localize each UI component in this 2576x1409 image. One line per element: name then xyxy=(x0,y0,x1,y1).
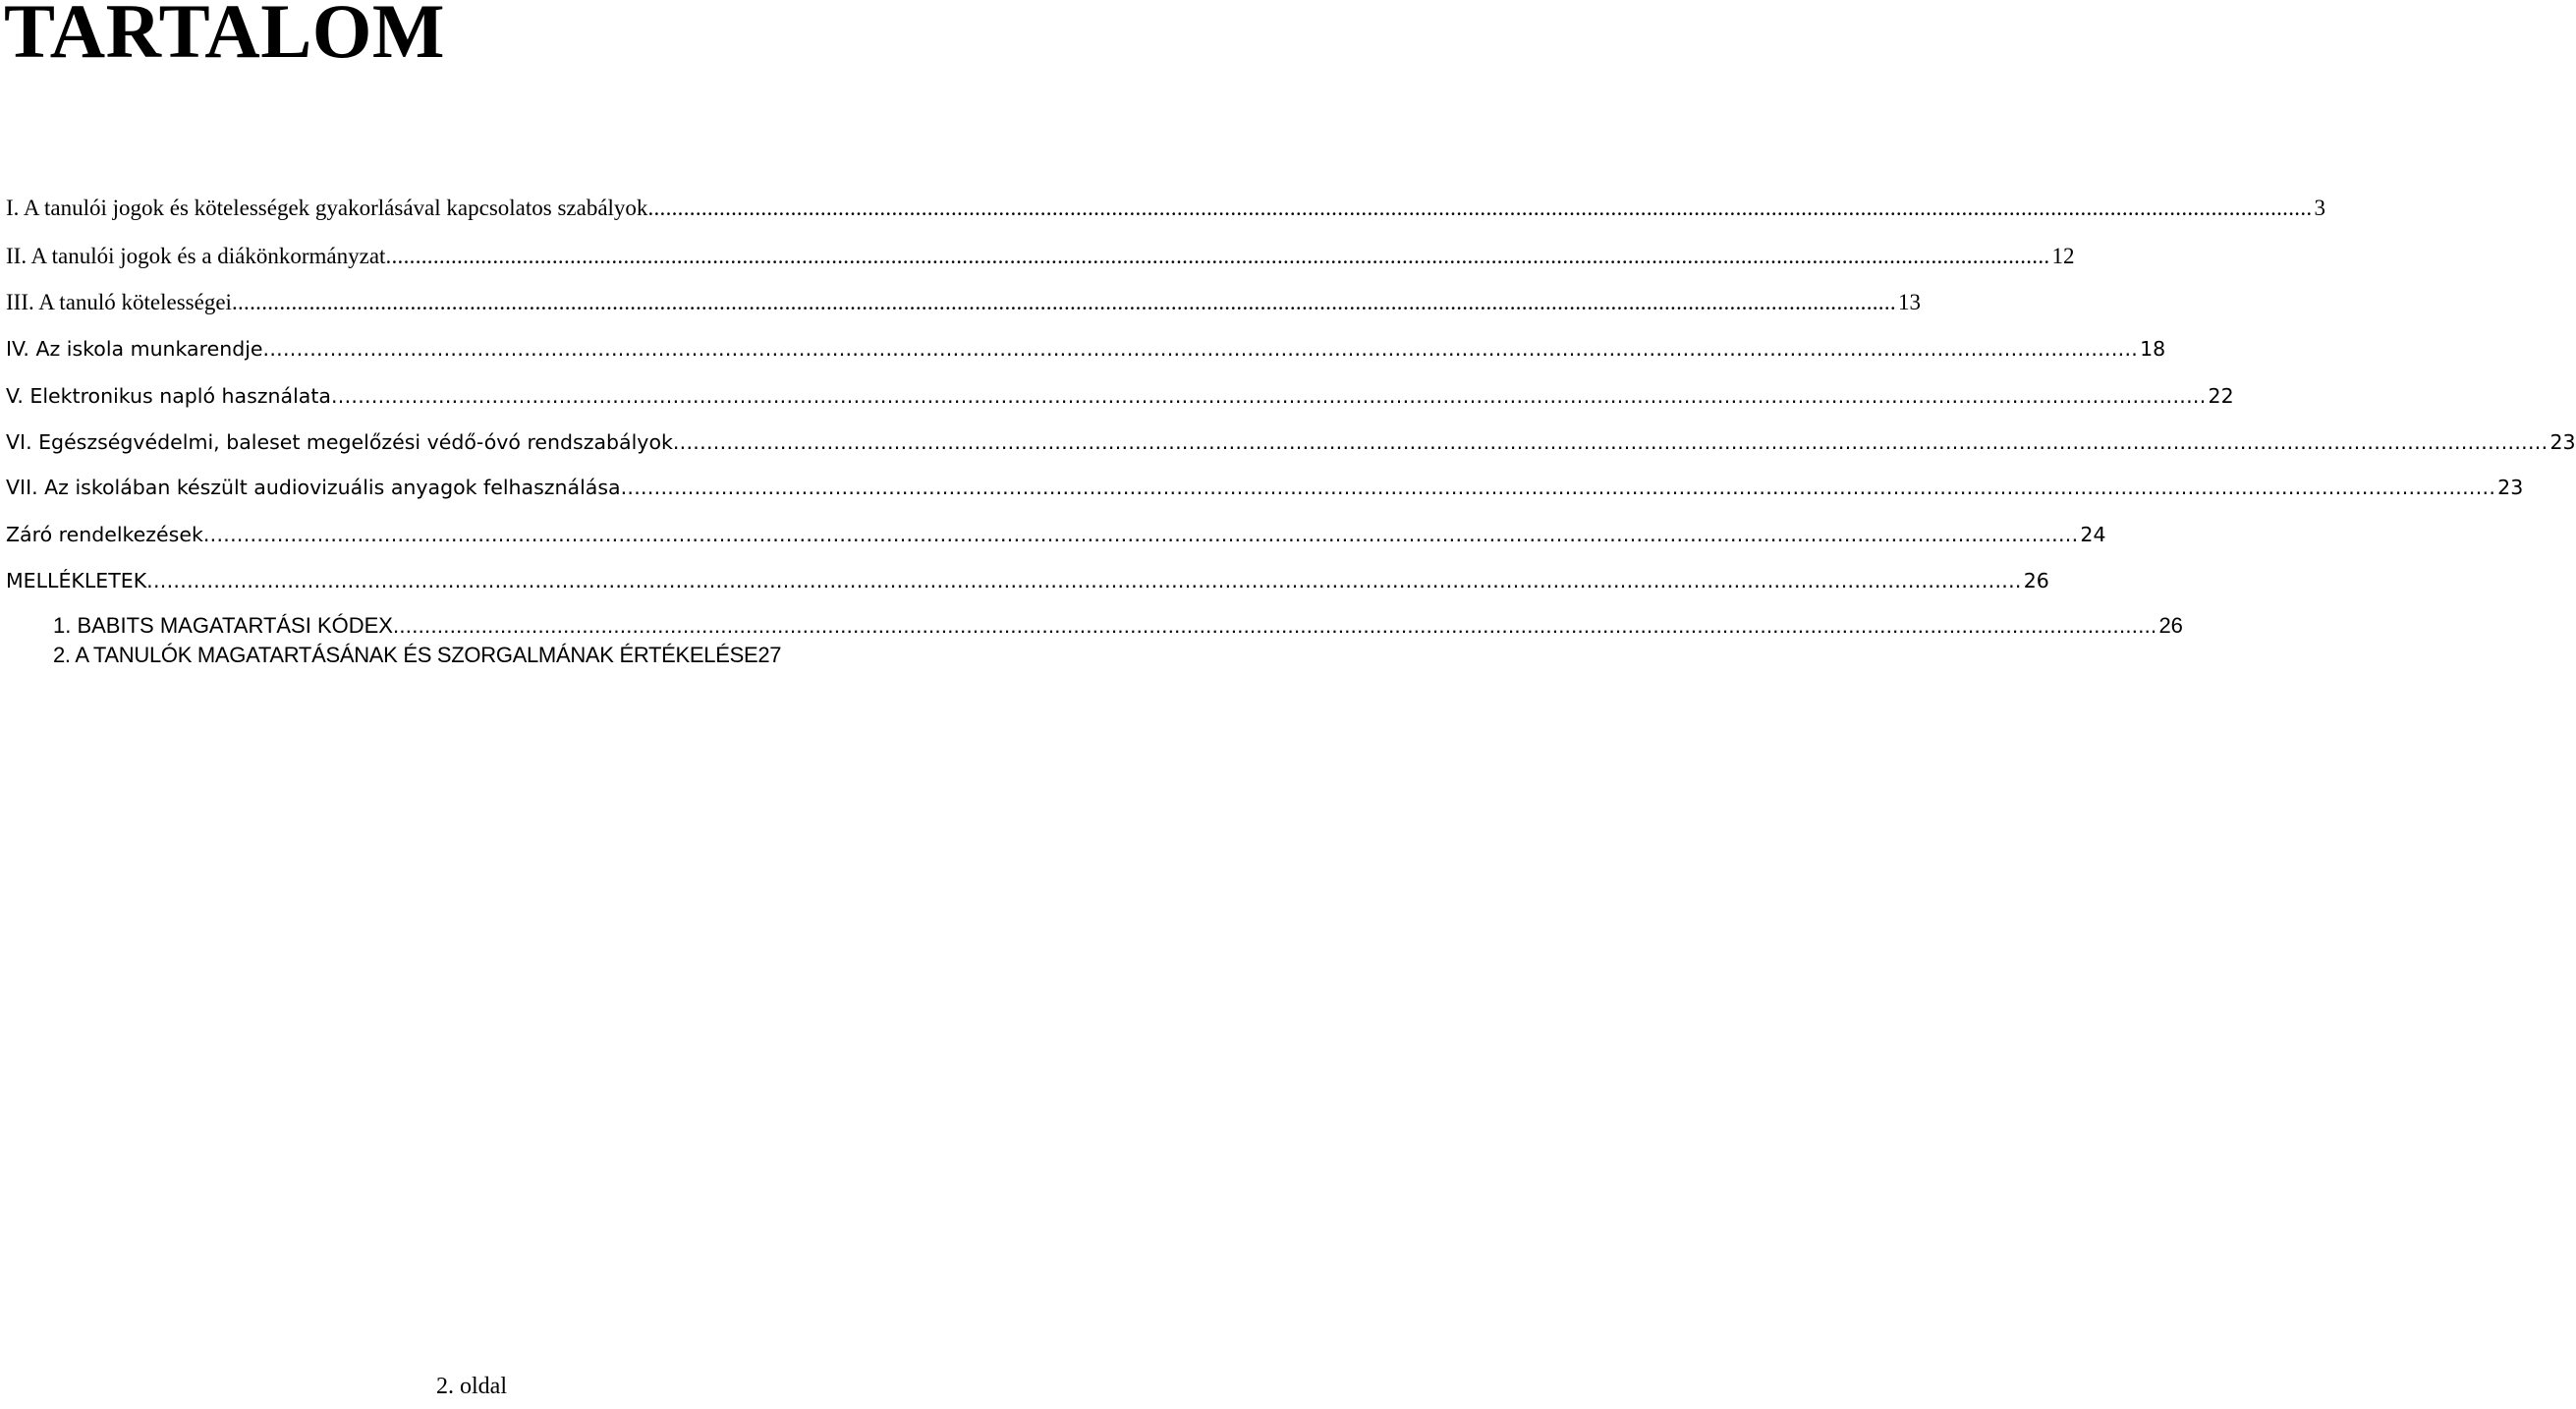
toc-page-number: 23 xyxy=(2549,430,2576,454)
toc-subentry-2[interactable] xyxy=(53,641,945,670)
toc-subentry-1[interactable] xyxy=(53,611,2183,641)
toc-page-number: 12 xyxy=(2051,244,2075,268)
toc-entry-3[interactable] xyxy=(6,288,1921,317)
toc-entry-9[interactable] xyxy=(6,566,2049,595)
toc-entry-4[interactable] xyxy=(6,334,2166,364)
toc-leader-dots xyxy=(263,334,2139,364)
toc-page-number: 23 xyxy=(2497,476,2524,499)
toc-entry-title: IV. Az iskola munkarendje xyxy=(6,337,263,361)
toc-entry-title: VII. Az iskolában készült audiovizuális anyagok felhasználása xyxy=(6,476,621,499)
toc-entry-6[interactable] xyxy=(6,427,2576,457)
page-title: TARTALOM xyxy=(4,0,446,74)
toc-page-number: 22 xyxy=(2208,384,2234,408)
toc-entry-title: I. A tanulói jogok és kötelességek gyakorlásával kapcsolatos szabályok xyxy=(6,196,648,220)
toc-entry-title: 2. A TANULÓK MAGATARTÁSÁNAK ÉS SZORGALMÁNAK ÉRTÉKELÉSE xyxy=(53,643,758,667)
toc-entry-7[interactable] xyxy=(6,473,2524,502)
toc-entry-title: V. Elektronikus napló használata xyxy=(6,384,331,408)
toc-leader-dots xyxy=(146,566,2022,595)
toc-leader-dots xyxy=(647,194,2312,223)
toc-page-number: 13 xyxy=(1897,290,1921,314)
toc-entry-1[interactable] xyxy=(6,194,2325,223)
toc-entry-title: 1. BABITS MAGATARTÁSI KÓDEX xyxy=(53,613,393,638)
page-number-footer: 2. oldal xyxy=(436,1374,507,1399)
toc-leader-dots xyxy=(331,381,2207,411)
toc-leader-dots xyxy=(393,611,2156,641)
toc-entry-8[interactable] xyxy=(6,520,2106,549)
toc-entry-title: III. A tanuló kötelességei xyxy=(6,290,232,314)
toc-page-number: 26 xyxy=(2023,569,2049,592)
toc-page-number: 26 xyxy=(2158,613,2183,638)
toc-entry-title: Záró rendelkezések xyxy=(6,523,203,546)
toc-leader-dots xyxy=(203,520,2079,549)
toc-leader-dots xyxy=(385,242,2049,271)
toc-entry-2[interactable] xyxy=(6,242,2075,271)
toc-entry-title: II. A tanulói jogok és a diákönkormányzat xyxy=(6,244,386,268)
toc-entry-title: VI. Egészségvédelmi, baleset megelőzési védő-óvó rendszabályok xyxy=(6,430,673,454)
toc-page-number: 24 xyxy=(2080,523,2106,546)
toc-entry-title: MELLÉKLETEK xyxy=(6,569,147,592)
toc-leader-dots xyxy=(673,427,2548,457)
toc-entry-5[interactable] xyxy=(6,381,2234,411)
toc-page-number: 18 xyxy=(2140,337,2166,361)
toc-page-number: 27 xyxy=(757,643,782,667)
toc-leader-dots xyxy=(621,473,2496,502)
toc-leader-dots xyxy=(232,288,1896,317)
toc-page-number: 3 xyxy=(2314,196,2325,220)
